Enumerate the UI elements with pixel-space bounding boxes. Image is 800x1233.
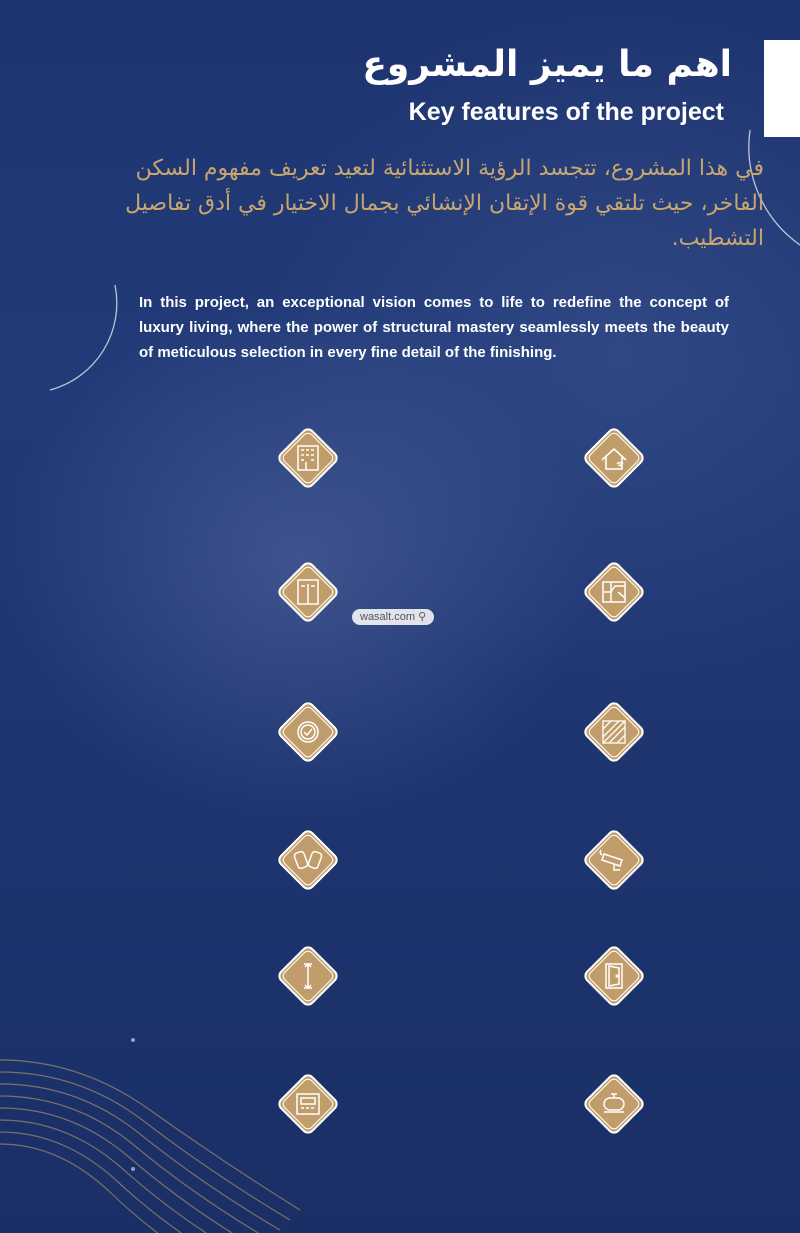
intro-paragraph-english: In this project, an exceptional vision comes to life to redefine the concept of luxury living, where the power of structural mastery seamlessly meets the beauty of meticulous selection in every fine detail of the finishing. bbox=[139, 294, 729, 361]
camera-icon bbox=[578, 824, 650, 896]
cars-icon bbox=[272, 824, 344, 896]
door-icon bbox=[578, 940, 650, 1012]
watermark-badge: wasalt.com ⚲ bbox=[352, 609, 434, 625]
water-tank-icon bbox=[578, 1068, 650, 1140]
elevator-icon bbox=[272, 556, 344, 628]
smart-home-icon bbox=[578, 422, 650, 494]
wave-lines-decoration bbox=[0, 1050, 300, 1233]
tiles-icon bbox=[578, 696, 650, 768]
page-title-arabic: اهم ما يميز المشروع bbox=[362, 44, 732, 85]
quality-badge-icon bbox=[272, 696, 344, 768]
left-arc-decoration bbox=[20, 280, 140, 400]
decorative-dot bbox=[131, 1038, 135, 1042]
decorative-dot bbox=[131, 1167, 135, 1171]
watermark-text: wasalt.com bbox=[360, 611, 416, 623]
height-arrow-icon bbox=[272, 940, 344, 1012]
meter-icon bbox=[272, 1068, 344, 1140]
page-title-english: Key features of the project bbox=[408, 98, 724, 126]
building-icon bbox=[272, 422, 344, 494]
map-icon bbox=[578, 556, 650, 628]
intro-paragraph-arabic: في هذا المشروع، تتجسد الرؤية الاستثنائية لتعيد تعريف مفهوم السكن الفاخر، حيث تلتقي قوة الإتقان الإنشائي بجمال الاختيار في أدق تفاصيل التشطيب. bbox=[125, 156, 764, 251]
